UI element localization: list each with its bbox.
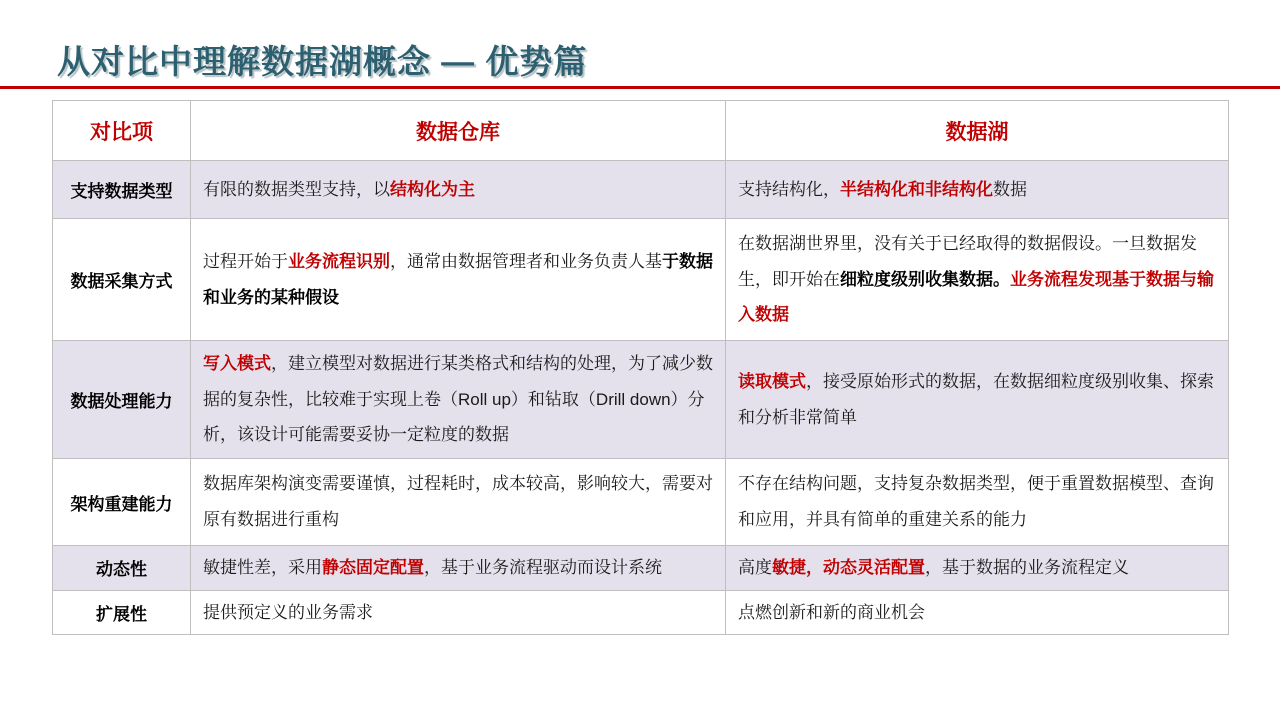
table-body — [53, 161, 1229, 635]
text-run: 于数据和业务的某种假设 — [203, 251, 713, 307]
text-run: 敏捷性差，采用 — [203, 558, 322, 577]
text-run: 点燃创新和新的商业机会 — [738, 602, 925, 622]
text-run: 细粒度级别收集数据。 — [840, 269, 1010, 289]
text-run: 在数据湖世界里，没有关于已经取得的数据假设。一旦数据发生，即开始在 — [738, 233, 1197, 289]
row-label: 扩展性 — [53, 590, 191, 635]
table-row-data-types — [53, 161, 1229, 219]
row-label: 数据采集方式 — [53, 219, 191, 341]
lake-cell — [726, 341, 1229, 459]
row-label: 支持数据类型 — [53, 161, 191, 219]
lake-cell — [726, 590, 1229, 635]
lake-cell — [726, 546, 1229, 591]
warehouse-cell — [191, 459, 726, 546]
lake-cell — [726, 161, 1229, 219]
text-run: 写入模式 — [203, 353, 271, 373]
table-row-rebuild — [53, 459, 1229, 546]
text-run: ，基于数据的业务流程定义 — [925, 558, 1129, 577]
text-run: 高度 — [738, 558, 772, 577]
text-run: 读取模式 — [738, 371, 806, 391]
text-run: ，基于业务流程驱动而设计系统 — [424, 558, 662, 577]
row-label: 数据处理能力 — [53, 341, 191, 459]
page-title: 从对比中理解数据湖概念 — 优势篇 — [57, 43, 588, 80]
warehouse-cell — [191, 219, 726, 341]
header-data-lake: 数据湖 — [726, 101, 1229, 161]
warehouse-cell — [191, 161, 726, 219]
table-row-dynamics — [53, 546, 1229, 591]
text-run: 不存在结构问题，支持复杂数据类型，便于重置数据模型、查询和应用，并具有简单的重建关系的能力 — [738, 474, 1214, 529]
text-run: 业务流程识别 — [288, 251, 390, 271]
text-run: ，建立模型对数据进行某类格式和结构的处理，为了减少数据的复杂性，比较难于实现上卷（Roll up）和钻取（Drill down）分析，该设计可能需要妥协一定粒度的数据 — [203, 353, 713, 445]
text-run: 敏捷，动态灵活配置 — [772, 558, 925, 577]
lake-cell — [726, 219, 1229, 341]
text-run: 提供预定义的业务需求 — [203, 602, 373, 622]
lake-cell — [726, 459, 1229, 546]
table-row-scalability — [53, 590, 1229, 635]
table-header — [53, 101, 1229, 161]
text-run: ，接受原始形式的数据，在数据细粒度级别收集、探索和分析非常简单 — [738, 371, 1214, 427]
header-data-warehouse: 数据仓库 — [191, 101, 726, 161]
title-underline-rule — [0, 86, 1280, 89]
text-run: 支持结构化， — [738, 179, 840, 199]
warehouse-cell — [191, 590, 726, 635]
text-run: 数据 — [993, 179, 1027, 199]
text-run: 数据库架构演变需要谨慎，过程耗时，成本较高，影响较大，需要对原有数据进行重构 — [203, 474, 713, 529]
table-row-collection — [53, 219, 1229, 341]
text-run: 有限的数据类型支持，以 — [203, 179, 390, 199]
header-row — [53, 101, 1229, 161]
comparison-table — [52, 100, 1229, 635]
text-run: 结构化为主 — [390, 179, 475, 199]
text-run: 半结构化和非结构化 — [840, 179, 993, 199]
text-run: 业务流程发现基于数据与输入数据 — [738, 269, 1214, 325]
row-label: 动态性 — [53, 546, 191, 591]
warehouse-cell — [191, 546, 726, 591]
text-run: 静态固定配置 — [322, 558, 424, 577]
text-run: ，通常由数据管理者和业务负责人基 — [390, 251, 662, 271]
table-row-processing — [53, 341, 1229, 459]
row-label: 架构重建能力 — [53, 459, 191, 546]
warehouse-cell — [191, 341, 726, 459]
text-run: 过程开始于 — [203, 251, 288, 271]
header-compare-item: 对比项 — [53, 101, 191, 161]
